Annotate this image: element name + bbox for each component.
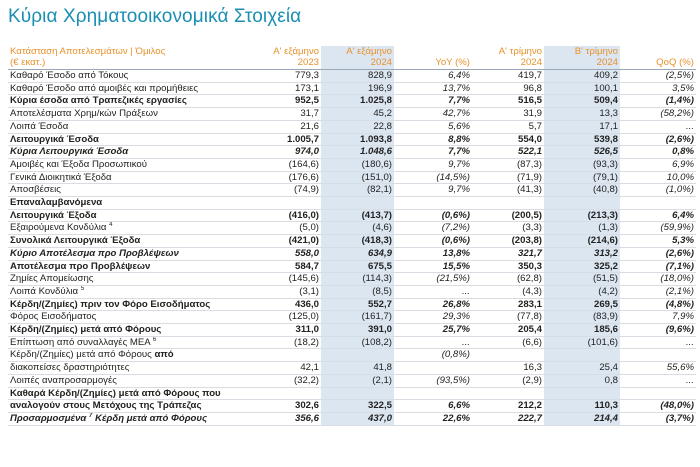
table-row bbox=[8, 222, 696, 235]
cell-q1-2024 bbox=[472, 349, 544, 362]
table-row bbox=[8, 70, 696, 83]
row-label: Λοιπά Κονδύλια $^5$ bbox=[8, 285, 251, 298]
cell-yoy: 6,4% bbox=[394, 70, 472, 83]
table-row bbox=[8, 412, 696, 425]
cell-q2-2024: (214,6) bbox=[544, 235, 620, 248]
cell-q1-2024: 205,4 bbox=[472, 324, 544, 337]
cell-yoy: 9,7% bbox=[394, 184, 472, 197]
cell-q2-2024 bbox=[544, 349, 620, 362]
cell-q1-2024: 5,7 bbox=[472, 120, 544, 133]
cell-q1-2024: 350,3 bbox=[472, 260, 544, 273]
table-row bbox=[8, 171, 696, 184]
row-label: Επίπτωση από συναλλαγές ΜΕΑ $^6$ bbox=[8, 336, 251, 349]
cell-h1-2023: 302,6 bbox=[251, 400, 321, 413]
cell-q1-2024: (77,8) bbox=[472, 311, 544, 324]
cell-q1-2024: (3,3) bbox=[472, 222, 544, 235]
cell-h1-2023: (74,9) bbox=[251, 184, 321, 197]
cell-qoq: ... bbox=[620, 120, 696, 133]
cell-h1-2024: (2,1) bbox=[321, 374, 394, 387]
page-title: Κύρια Χρηματοοικονομικά Στοιχεία bbox=[8, 6, 302, 27]
row-label: Αμοιβές και Έξοδα Προσωπικού bbox=[8, 158, 251, 171]
cell-q1-2024 bbox=[472, 387, 544, 400]
cell-h1-2023: 31,7 bbox=[251, 108, 321, 121]
cell-h1-2024: 41,8 bbox=[321, 362, 394, 375]
table-row bbox=[8, 311, 696, 324]
cell-yoy: 13,7% bbox=[394, 82, 472, 95]
cell-h1-2024: (8,5) bbox=[321, 285, 394, 298]
cell-h1-2024: 552,7 bbox=[321, 298, 394, 311]
cell-h1-2023: (176,6) bbox=[251, 171, 321, 184]
cell-h1-2023: 356,6 bbox=[251, 412, 321, 425]
cell-h1-2024: 1.093,8 bbox=[321, 133, 394, 146]
table-row bbox=[8, 387, 696, 400]
cell-q1-2024: 321,7 bbox=[472, 247, 544, 260]
table-row bbox=[8, 273, 696, 286]
cell-qoq: (7,1%) bbox=[620, 260, 696, 273]
cell-yoy: ... bbox=[394, 285, 472, 298]
cell-h1-2023: 311,0 bbox=[251, 324, 321, 337]
cell-q2-2024: 0,8 bbox=[544, 374, 620, 387]
cell-h1-2023: 21,6 bbox=[251, 120, 321, 133]
cell-q2-2024 bbox=[544, 387, 620, 400]
table-row bbox=[8, 400, 696, 413]
row-label: Κέρδη/(Ζημίες) μετά από Φόρους bbox=[8, 324, 251, 337]
cell-qoq: 3,5% bbox=[620, 82, 696, 95]
cell-h1-2023: 42,1 bbox=[251, 362, 321, 375]
row-label: Κύριο Αποτέλεσμα προ Προβλέψεων bbox=[8, 247, 251, 260]
cell-h1-2023 bbox=[251, 387, 321, 400]
cell-h1-2024: 1.025,8 bbox=[321, 95, 394, 108]
table-row bbox=[8, 82, 696, 95]
cell-q2-2024: (40,8) bbox=[544, 184, 620, 197]
cell-q2-2024: (1,3) bbox=[544, 222, 620, 235]
cell-q2-2024: (79,1) bbox=[544, 171, 620, 184]
cell-h1-2023: 558,0 bbox=[251, 247, 321, 260]
cell-h1-2023: (32,2) bbox=[251, 374, 321, 387]
cell-h1-2024: 675,5 bbox=[321, 260, 394, 273]
table-row bbox=[8, 120, 696, 133]
cell-qoq: (2,1%) bbox=[620, 285, 696, 298]
cell-h1-2023 bbox=[251, 197, 321, 210]
cell-q1-2024: (71,9) bbox=[472, 171, 544, 184]
header-yoy: YoY (%) bbox=[394, 46, 472, 70]
table-row bbox=[8, 298, 696, 311]
cell-h1-2023: (145,6) bbox=[251, 273, 321, 286]
cell-q2-2024: 409,2 bbox=[544, 70, 620, 83]
cell-h1-2024: (413,7) bbox=[321, 209, 394, 222]
table-row bbox=[8, 95, 696, 108]
cell-h1-2023 bbox=[251, 349, 321, 362]
cell-qoq bbox=[620, 387, 696, 400]
cell-h1-2024: 437,0 bbox=[321, 412, 394, 425]
cell-q2-2024 bbox=[544, 197, 620, 210]
cell-yoy: 15,5% bbox=[394, 260, 472, 273]
cell-h1-2023: (5,0) bbox=[251, 222, 321, 235]
cell-qoq: 6,9% bbox=[620, 158, 696, 171]
cell-q2-2024: 269,5 bbox=[544, 298, 620, 311]
cell-q1-2024 bbox=[472, 197, 544, 210]
cell-h1-2024 bbox=[321, 349, 394, 362]
cell-yoy: 29,3% bbox=[394, 311, 472, 324]
row-label: Κύρια έσοδα από Τραπεζικές εργασίες bbox=[8, 95, 251, 108]
cell-h1-2024: 634,9 bbox=[321, 247, 394, 260]
cell-q1-2024: 16,3 bbox=[472, 362, 544, 375]
cell-yoy: (0,6%) bbox=[394, 235, 472, 248]
cell-q2-2024: 509,4 bbox=[544, 95, 620, 108]
cell-q2-2024: (101,6) bbox=[544, 336, 620, 349]
cell-q1-2024: (4,3) bbox=[472, 285, 544, 298]
row-label: Συνολικά Λειτουργικά Έξοδα bbox=[8, 235, 251, 248]
table-row bbox=[8, 133, 696, 146]
cell-yoy: 25,7% bbox=[394, 324, 472, 337]
cell-h1-2024 bbox=[321, 197, 394, 210]
table-body bbox=[8, 70, 696, 426]
cell-q1-2024: (200,5) bbox=[472, 209, 544, 222]
header-h1-2024: Α' εξάμηνο 2024 bbox=[321, 46, 394, 70]
cell-h1-2024 bbox=[321, 387, 394, 400]
row-label: Κέρδη/(Ζημίες) μετά από Φόρους από bbox=[8, 349, 251, 362]
cell-q2-2024: (83,9) bbox=[544, 311, 620, 324]
table-row bbox=[8, 209, 696, 222]
table-row bbox=[8, 158, 696, 171]
table-row bbox=[8, 324, 696, 337]
row-label: Αποτελέσματα Χρημ/κών Πράξεων bbox=[8, 108, 251, 121]
cell-q1-2024: 554,0 bbox=[472, 133, 544, 146]
cell-q1-2024: 522,1 bbox=[472, 146, 544, 159]
cell-qoq bbox=[620, 349, 696, 362]
cell-yoy: 42,7% bbox=[394, 108, 472, 121]
cell-yoy: 7,7% bbox=[394, 95, 472, 108]
cell-q1-2024: 212,2 bbox=[472, 400, 544, 413]
row-label: Κέρδη/(Ζημίες) πριν τον Φόρο Εισοδήματος bbox=[8, 298, 251, 311]
cell-qoq: (2,6%) bbox=[620, 133, 696, 146]
table-row bbox=[8, 285, 696, 298]
row-label: Λειτουργικά Έσοδα bbox=[8, 133, 251, 146]
cell-q2-2024: 214,4 bbox=[544, 412, 620, 425]
row-label: Λοιπές αναπροσαρμογές bbox=[8, 374, 251, 387]
cell-h1-2024: (418,3) bbox=[321, 235, 394, 248]
cell-q2-2024: 110,3 bbox=[544, 400, 620, 413]
cell-qoq: 7,9% bbox=[620, 311, 696, 324]
cell-yoy: 8,8% bbox=[394, 133, 472, 146]
cell-h1-2024: 196,9 bbox=[321, 82, 394, 95]
cell-yoy: 22,6% bbox=[394, 412, 472, 425]
cell-h1-2023: 1.005,7 bbox=[251, 133, 321, 146]
table-row bbox=[8, 146, 696, 159]
table-row bbox=[8, 336, 696, 349]
cell-qoq: (3,7%) bbox=[620, 412, 696, 425]
header-h1-2023: Α' εξάμηνο 2023 bbox=[251, 46, 321, 70]
cell-h1-2023: (125,0) bbox=[251, 311, 321, 324]
table-header-row bbox=[8, 46, 696, 70]
cell-h1-2024: 1.048,6 bbox=[321, 146, 394, 159]
cell-qoq: ... bbox=[620, 374, 696, 387]
table-row bbox=[8, 184, 696, 197]
cell-q2-2024: 100,1 bbox=[544, 82, 620, 95]
income-statement-table bbox=[8, 46, 696, 426]
cell-q2-2024: 17,1 bbox=[544, 120, 620, 133]
cell-yoy: 9,7% bbox=[394, 158, 472, 171]
cell-qoq: (2,5%) bbox=[620, 70, 696, 83]
cell-h1-2024: (114,3) bbox=[321, 273, 394, 286]
cell-qoq: (9,6%) bbox=[620, 324, 696, 337]
header-label: Κατάσταση Αποτελεσμάτων | Όμιλος (€ εκατ.) bbox=[8, 46, 251, 70]
cell-q2-2024: 325,2 bbox=[544, 260, 620, 273]
header-qoq: QoQ (%) bbox=[620, 46, 696, 70]
cell-qoq: (2,6%) bbox=[620, 247, 696, 260]
row-label: Φόρος Εισοδήματος bbox=[8, 311, 251, 324]
header-q1-2024: Α' τρίμηνο 2024 bbox=[472, 46, 544, 70]
table-row bbox=[8, 235, 696, 248]
cell-qoq: (4,8%) bbox=[620, 298, 696, 311]
cell-h1-2023: (164,6) bbox=[251, 158, 321, 171]
row-label: Καθαρό Έσοδο από Τόκους bbox=[8, 70, 251, 83]
row-label: Λοιπά Έσοδα bbox=[8, 120, 251, 133]
cell-h1-2024: 322,5 bbox=[321, 400, 394, 413]
cell-h1-2023: 584,7 bbox=[251, 260, 321, 273]
cell-h1-2023: 436,0 bbox=[251, 298, 321, 311]
cell-h1-2024: (108,2) bbox=[321, 336, 394, 349]
cell-qoq: 5,3% bbox=[620, 235, 696, 248]
cell-yoy: 5,6% bbox=[394, 120, 472, 133]
table-row bbox=[8, 374, 696, 387]
row-label: Αποσβέσεις bbox=[8, 184, 251, 197]
cell-yoy: (0,8%) bbox=[394, 349, 472, 362]
cell-q1-2024: 31,9 bbox=[472, 108, 544, 121]
cell-h1-2024: (4,6) bbox=[321, 222, 394, 235]
cell-yoy: (21,5%) bbox=[394, 273, 472, 286]
cell-qoq: 0,8% bbox=[620, 146, 696, 159]
cell-qoq: 55,6% bbox=[620, 362, 696, 375]
table-row bbox=[8, 197, 696, 210]
cell-q2-2024: 25,4 bbox=[544, 362, 620, 375]
cell-yoy: (7,2%) bbox=[394, 222, 472, 235]
row-label: Καθαρό Έσοδο από αμοιβές και προμήθειες bbox=[8, 82, 251, 95]
cell-qoq: (59,9%) bbox=[620, 222, 696, 235]
table-row bbox=[8, 247, 696, 260]
cell-q2-2024: (4,2) bbox=[544, 285, 620, 298]
table-row bbox=[8, 260, 696, 273]
table-row bbox=[8, 108, 696, 121]
cell-h1-2024: (161,7) bbox=[321, 311, 394, 324]
cell-q1-2024: (41,3) bbox=[472, 184, 544, 197]
income-statement-table-container bbox=[8, 46, 696, 426]
cell-h1-2023: (3,1) bbox=[251, 285, 321, 298]
cell-q1-2024: 96,8 bbox=[472, 82, 544, 95]
row-label: διακοπείσες δραστηριότητες bbox=[8, 362, 251, 375]
row-label: Ζημίες Απομείωσης bbox=[8, 273, 251, 286]
cell-yoy: 6,6% bbox=[394, 400, 472, 413]
row-label: Προσαρμοσμένα $^7$ Κέρδη μετά από Φόρους bbox=[8, 412, 251, 425]
table-row bbox=[8, 362, 696, 375]
cell-yoy: (93,5%) bbox=[394, 374, 472, 387]
cell-qoq: (48,0%) bbox=[620, 400, 696, 413]
cell-yoy bbox=[394, 387, 472, 400]
cell-qoq: (1,0%) bbox=[620, 184, 696, 197]
cell-yoy bbox=[394, 197, 472, 210]
cell-yoy: ... bbox=[394, 336, 472, 349]
cell-q1-2024: (6,6) bbox=[472, 336, 544, 349]
cell-q2-2024: 13,3 bbox=[544, 108, 620, 121]
cell-yoy: 7,7% bbox=[394, 146, 472, 159]
cell-h1-2024: 828,9 bbox=[321, 70, 394, 83]
cell-q1-2024: (203,8) bbox=[472, 235, 544, 248]
cell-q1-2024: (87,3) bbox=[472, 158, 544, 171]
row-label: Αποτέλεσμα προ Προβλέψεων bbox=[8, 260, 251, 273]
cell-yoy: 13,8% bbox=[394, 247, 472, 260]
cell-h1-2023: 173,1 bbox=[251, 82, 321, 95]
cell-h1-2024: (151,0) bbox=[321, 171, 394, 184]
cell-yoy: (14,5%) bbox=[394, 171, 472, 184]
row-label: Επαναλαμβανόμενα bbox=[8, 197, 251, 210]
cell-h1-2024: 22,8 bbox=[321, 120, 394, 133]
table-row bbox=[8, 349, 696, 362]
cell-qoq: (18,0%) bbox=[620, 273, 696, 286]
header-q2-2024: Β' τρίμηνο 2024 bbox=[544, 46, 620, 70]
cell-qoq bbox=[620, 197, 696, 210]
cell-h1-2023: 779,3 bbox=[251, 70, 321, 83]
cell-q2-2024: 526,5 bbox=[544, 146, 620, 159]
cell-h1-2024: 391,0 bbox=[321, 324, 394, 337]
cell-qoq: (58,2%) bbox=[620, 108, 696, 121]
cell-qoq: 10,0% bbox=[620, 171, 696, 184]
cell-h1-2023: (18,2) bbox=[251, 336, 321, 349]
cell-q2-2024: (93,3) bbox=[544, 158, 620, 171]
cell-q2-2024: (213,3) bbox=[544, 209, 620, 222]
cell-q2-2024: 185,6 bbox=[544, 324, 620, 337]
cell-yoy: 26,8% bbox=[394, 298, 472, 311]
cell-h1-2023: (416,0) bbox=[251, 209, 321, 222]
cell-q1-2024: (62,8) bbox=[472, 273, 544, 286]
cell-q1-2024: 283,1 bbox=[472, 298, 544, 311]
row-label: αναλογούν στους Μετόχους της Τράπεζας bbox=[8, 400, 251, 413]
cell-q2-2024: 313,2 bbox=[544, 247, 620, 260]
cell-q1-2024: 516,5 bbox=[472, 95, 544, 108]
cell-q1-2024: (2,9) bbox=[472, 374, 544, 387]
cell-qoq: 6,4% bbox=[620, 209, 696, 222]
row-label: Λειτουργικά Έξοδα bbox=[8, 209, 251, 222]
row-label: Εξαιρούμενα Κονδύλια $^4$ bbox=[8, 222, 251, 235]
cell-h1-2024: (82,1) bbox=[321, 184, 394, 197]
row-label: Καθαρά Κέρδη/(Ζημίες) μετά από Φόρους που bbox=[8, 387, 251, 400]
cell-qoq: ... bbox=[620, 336, 696, 349]
row-label: Κύρια Λειτουργικά Έσοδα bbox=[8, 146, 251, 159]
cell-q2-2024: (51,5) bbox=[544, 273, 620, 286]
cell-h1-2024: 45,2 bbox=[321, 108, 394, 121]
row-label: Γενικά Διοικητικά Έξοδα bbox=[8, 171, 251, 184]
cell-h1-2023: 952,5 bbox=[251, 95, 321, 108]
cell-yoy: (0,6%) bbox=[394, 209, 472, 222]
cell-q2-2024: 539,8 bbox=[544, 133, 620, 146]
cell-h1-2023: (421,0) bbox=[251, 235, 321, 248]
cell-q1-2024: 419,7 bbox=[472, 70, 544, 83]
cell-h1-2023: 974,0 bbox=[251, 146, 321, 159]
cell-h1-2024: (180,6) bbox=[321, 158, 394, 171]
cell-qoq: (1,4%) bbox=[620, 95, 696, 108]
cell-yoy bbox=[394, 362, 472, 375]
cell-q1-2024: 222,7 bbox=[472, 412, 544, 425]
